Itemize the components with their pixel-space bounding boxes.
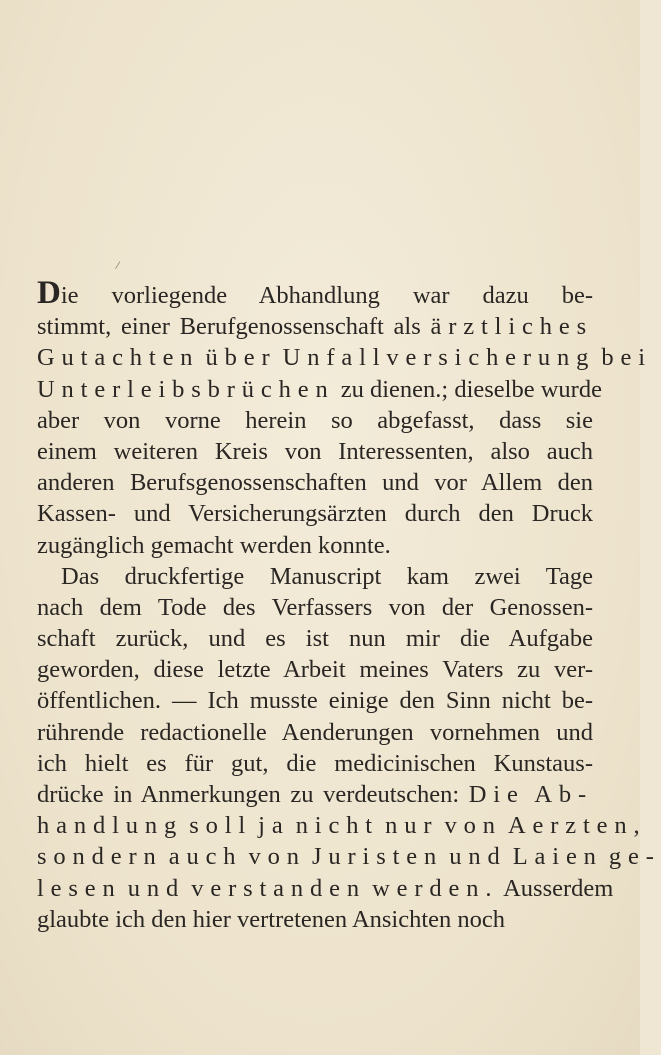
text-line: Gutachten über Unfallversicherung bei xyxy=(37,344,652,372)
text-line: glaubte ich den hier vertretenen Ansichten noch xyxy=(37,905,506,933)
stray-mark: / xyxy=(114,257,121,273)
text-line: stimmt, einer Berufgenossenschaft als ärztliches xyxy=(37,313,593,341)
text-line: Kassen- und Versicherungsärzten durch den Druck xyxy=(37,500,593,528)
text-line: einem weiteren Kreis von Interessenten, also auch xyxy=(37,437,593,465)
text-line: öffentlichen. — Ich musste einige den Sinn nicht be- xyxy=(37,687,593,715)
text-line: lesen und verstanden werden. Ausserdem xyxy=(37,874,614,902)
text-line: aber von vorne herein so abgefasst, dass sie xyxy=(37,406,593,434)
paragraph-2 xyxy=(37,561,661,935)
text-line: anderen Berufsgenossenschaften und vor Allem den xyxy=(37,469,593,497)
text-line: schaft zurück, und es ist nun mir die Aufgabe xyxy=(37,625,593,653)
text-line: Unterleibsbrüchen zu dienen.; dieselbe wurde xyxy=(37,375,602,403)
text-line: geworden, diese letzte Arbeit meines Vaters zu ver- xyxy=(37,656,593,684)
text-line: ich hielt es für gut, die medicinischen Kunstaus- xyxy=(37,749,593,777)
text-line: zugänglich gemacht werden konnte. xyxy=(37,531,391,559)
paragraph-1 xyxy=(37,275,652,561)
text-line: rührende redactionelle Aenderungen vornehmen und xyxy=(37,718,593,746)
text-line: handlung soll ja nicht nur von Aerzten, xyxy=(37,812,647,840)
body-text xyxy=(37,275,661,935)
text-line: drücke in Anmerkungen zu verdeutschen: Die Ab- xyxy=(37,781,593,808)
text-line: Das druckfertige Manuscript kam zwei Tage xyxy=(61,562,593,590)
text-line: Die vorliegende Abhandlung war dazu be- xyxy=(37,275,593,311)
text-line: nach dem Tode des Verfassers von der Genossen- xyxy=(37,593,593,621)
text-line: sondern auch von Juristen und Laien ge- xyxy=(37,843,661,871)
